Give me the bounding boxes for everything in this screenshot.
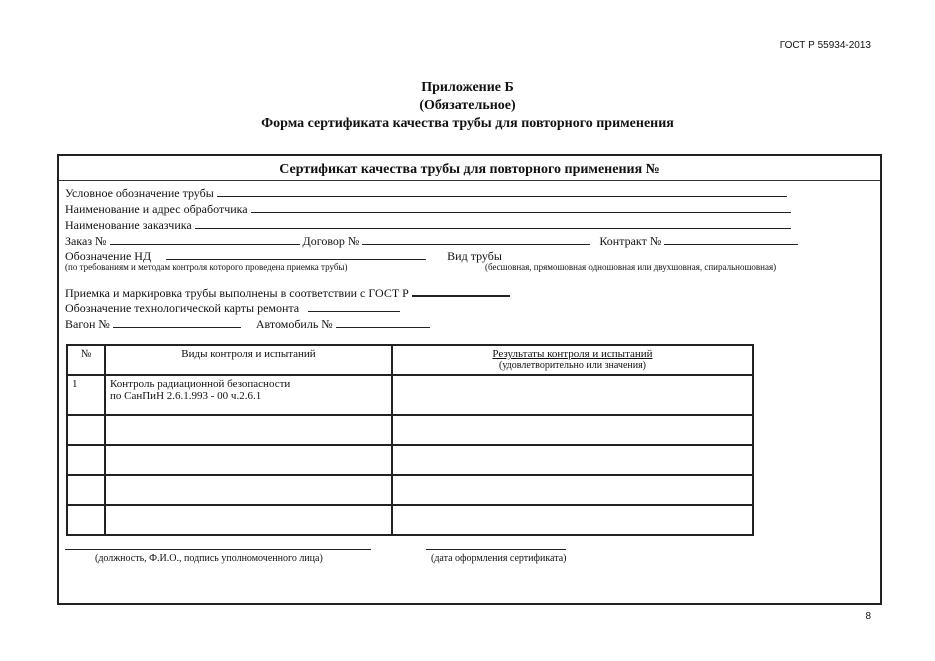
certificate-title: Сертификат качества трубы для повторного применения № — [279, 162, 660, 177]
table-row — [67, 445, 753, 475]
nd-note: (по требованиям и методам контроля которого проведена приемка трубы) — [65, 262, 348, 272]
processor-field[interactable] — [251, 201, 791, 213]
contract-field[interactable] — [362, 233, 590, 245]
tech-map-label: Обозначение технологической карты ремонта — [65, 301, 300, 315]
transport-line — [65, 316, 430, 332]
processor-line — [65, 201, 791, 217]
signature-date-caption: (дата оформления сертификата) — [431, 553, 567, 564]
pipe-designation-field[interactable] — [217, 185, 787, 197]
row1-no: 1 — [67, 375, 105, 415]
signature-date-line[interactable] — [426, 549, 566, 550]
signature-person-line[interactable] — [65, 549, 371, 550]
cell[interactable] — [392, 475, 753, 505]
appendix-title: Приложение Б — [421, 80, 514, 95]
row1-type-line1: Контроль радиационной безопасности — [110, 378, 291, 390]
title-divider — [59, 180, 880, 181]
page-number: 8 — [865, 611, 871, 622]
nd-label: Обозначение НД — [65, 249, 152, 263]
cell[interactable] — [392, 505, 753, 535]
appendix-status: (Обязательное) — [419, 98, 516, 113]
contract-label: Договор № — [302, 234, 360, 248]
acceptance-field[interactable] — [412, 284, 510, 297]
inspection-table — [66, 344, 754, 536]
row1-type — [105, 375, 392, 415]
table-row — [67, 505, 753, 535]
pipe-designation-label: Условное обозначение трубы — [65, 186, 214, 200]
cell[interactable] — [67, 445, 105, 475]
tech-map-line — [65, 300, 400, 316]
cell[interactable] — [105, 505, 392, 535]
acceptance-label: Приемка и маркировка трубы выполнены в соответствии с ГОСТ Р — [65, 286, 409, 300]
order-field[interactable] — [110, 233, 300, 245]
order-label: Заказ № — [65, 234, 107, 248]
cell[interactable] — [67, 475, 105, 505]
cell[interactable] — [392, 415, 753, 445]
table-row — [67, 475, 753, 505]
table-header-row — [67, 345, 753, 375]
cell[interactable] — [105, 475, 392, 505]
col-result-label: Результаты контроля и испытаний — [492, 348, 653, 360]
nd-field[interactable] — [166, 248, 426, 260]
row1-result[interactable] — [392, 375, 753, 415]
vehicle-field[interactable] — [336, 316, 430, 328]
cell[interactable] — [67, 505, 105, 535]
wagon-field[interactable] — [113, 316, 241, 328]
cell[interactable] — [105, 445, 392, 475]
tech-map-field[interactable] — [308, 300, 400, 312]
cell[interactable] — [392, 445, 753, 475]
form-title: Форма сертификата качества трубы для повторного применения — [261, 116, 674, 131]
pipe-type-label: Вид трубы — [447, 249, 502, 263]
pipe-designation-line — [65, 185, 787, 201]
cell[interactable] — [105, 415, 392, 445]
pipe-type-note: (бесшовная, прямошовная одношовная или двухшовная, спиральношовная) — [485, 262, 777, 272]
contract2-field[interactable] — [664, 233, 798, 245]
cell[interactable] — [67, 415, 105, 445]
vehicle-label: Автомобиль № — [255, 317, 333, 331]
signature-person-caption: (должность, Ф.И.О., подпись уполномоченного лица) — [95, 553, 323, 564]
contract2-label: Контракт № — [599, 234, 662, 248]
acceptance-line — [65, 284, 510, 301]
col-type-header: Виды контроля и испытаний — [105, 345, 392, 375]
order-line — [65, 233, 798, 249]
table-row — [67, 415, 753, 445]
col-no-header: № — [67, 345, 105, 375]
col-result-note: (удовлетворительно или значения) — [498, 360, 647, 371]
row1-type-line2: по СанПиН 2.6.1.993 - 00 ч.2.6.1 — [110, 390, 262, 402]
standard-number: ГОСТ Р 55934-2013 — [779, 40, 871, 51]
processor-label: Наименование и адрес обработчика — [65, 202, 248, 216]
customer-line — [65, 217, 791, 233]
wagon-label: Вагон № — [65, 317, 110, 331]
customer-label: Наименование заказчика — [65, 218, 192, 232]
certificate-frame — [57, 154, 882, 605]
customer-field[interactable] — [195, 217, 791, 229]
table-row — [67, 375, 753, 415]
col-result-header — [392, 345, 753, 375]
